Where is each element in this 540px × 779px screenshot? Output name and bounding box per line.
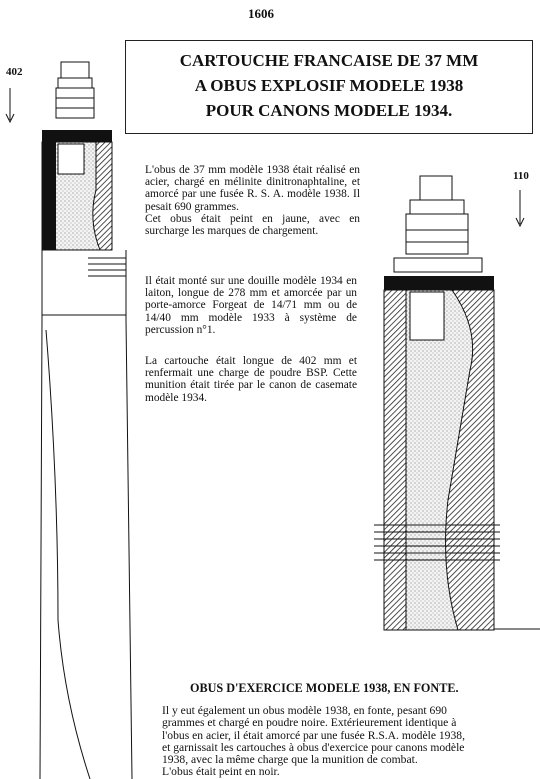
projectile-drawing: [370, 170, 540, 640]
projectile-body-right: [374, 290, 540, 630]
projectile: [42, 130, 126, 276]
description-text: L'obus de 37 mm modèle 1938 était réalisé en acier, chargé en mélinite dinitronaphtaline, et amorcé par une fusée R. S. A. modèle 1938. Il pesait 690 grammes.: [145, 164, 360, 213]
description-paragraph-2: Il était monté sur une douille modèle 1934 en laiton, longue de 278 mm et amorcée par un porte-amorce Forgeat de 14/71 mm ou de 14/40 mm modèle 1933 à système de percussion n°1.: [145, 275, 357, 336]
title-box: [125, 40, 533, 134]
dimension-label-402: 402: [6, 66, 23, 78]
fuse-right: [394, 176, 482, 272]
paragraph-line: grammes et chargé en poudre noire. Extérieurement identique à: [162, 716, 457, 730]
dimension-arrow-right: [516, 190, 524, 226]
page-number: 1606: [248, 6, 274, 21]
paragraph-line: l'obus en acier, il était amorcé par une fusée R.S.A. modèle 1938,: [162, 728, 465, 742]
exercise-shell-paragraph: [162, 705, 524, 779]
paragraph-line: Il y eut également un obus modèle 1938, en fonte, pesant 690: [162, 704, 447, 717]
paragraph-line: et garnissait les cartouches à obus d'exercice pour canons modèle: [162, 740, 465, 754]
title-line-2: A OBUS EXPLOSIF MODELE 1938: [194, 76, 464, 95]
paragraph-line: L'obus était peint en noir.: [162, 765, 280, 779]
paragraph-line: 1938, avec la même charge que la munition de combat.: [162, 753, 418, 767]
section-heading: OBUS D'EXERCICE MODELE 1938, EN FONTE.: [190, 681, 459, 695]
description-paragraph-1: [145, 164, 360, 237]
dimension-arrow-left: [6, 88, 14, 122]
dimension-label-110: 110: [513, 170, 529, 182]
title-line-3: POUR CANONS MODELE 1934.: [205, 101, 453, 120]
title-line-1: CARTOUCHE FRANCAISE DE 37 MM: [179, 51, 479, 70]
fuse: [56, 62, 94, 118]
cartridge-drawing: [0, 60, 140, 779]
description-paragraph-3: La cartouche était longue de 402 mm et renfermait une charge de poudre BSP. Cette munition était tirée par le canon de casemate modèle 1934.: [145, 355, 357, 404]
cartridge-case: [40, 250, 132, 779]
description-text-color: Cet obus était peint en jaune, avec en surcharge les marques de chargement.: [145, 212, 360, 238]
